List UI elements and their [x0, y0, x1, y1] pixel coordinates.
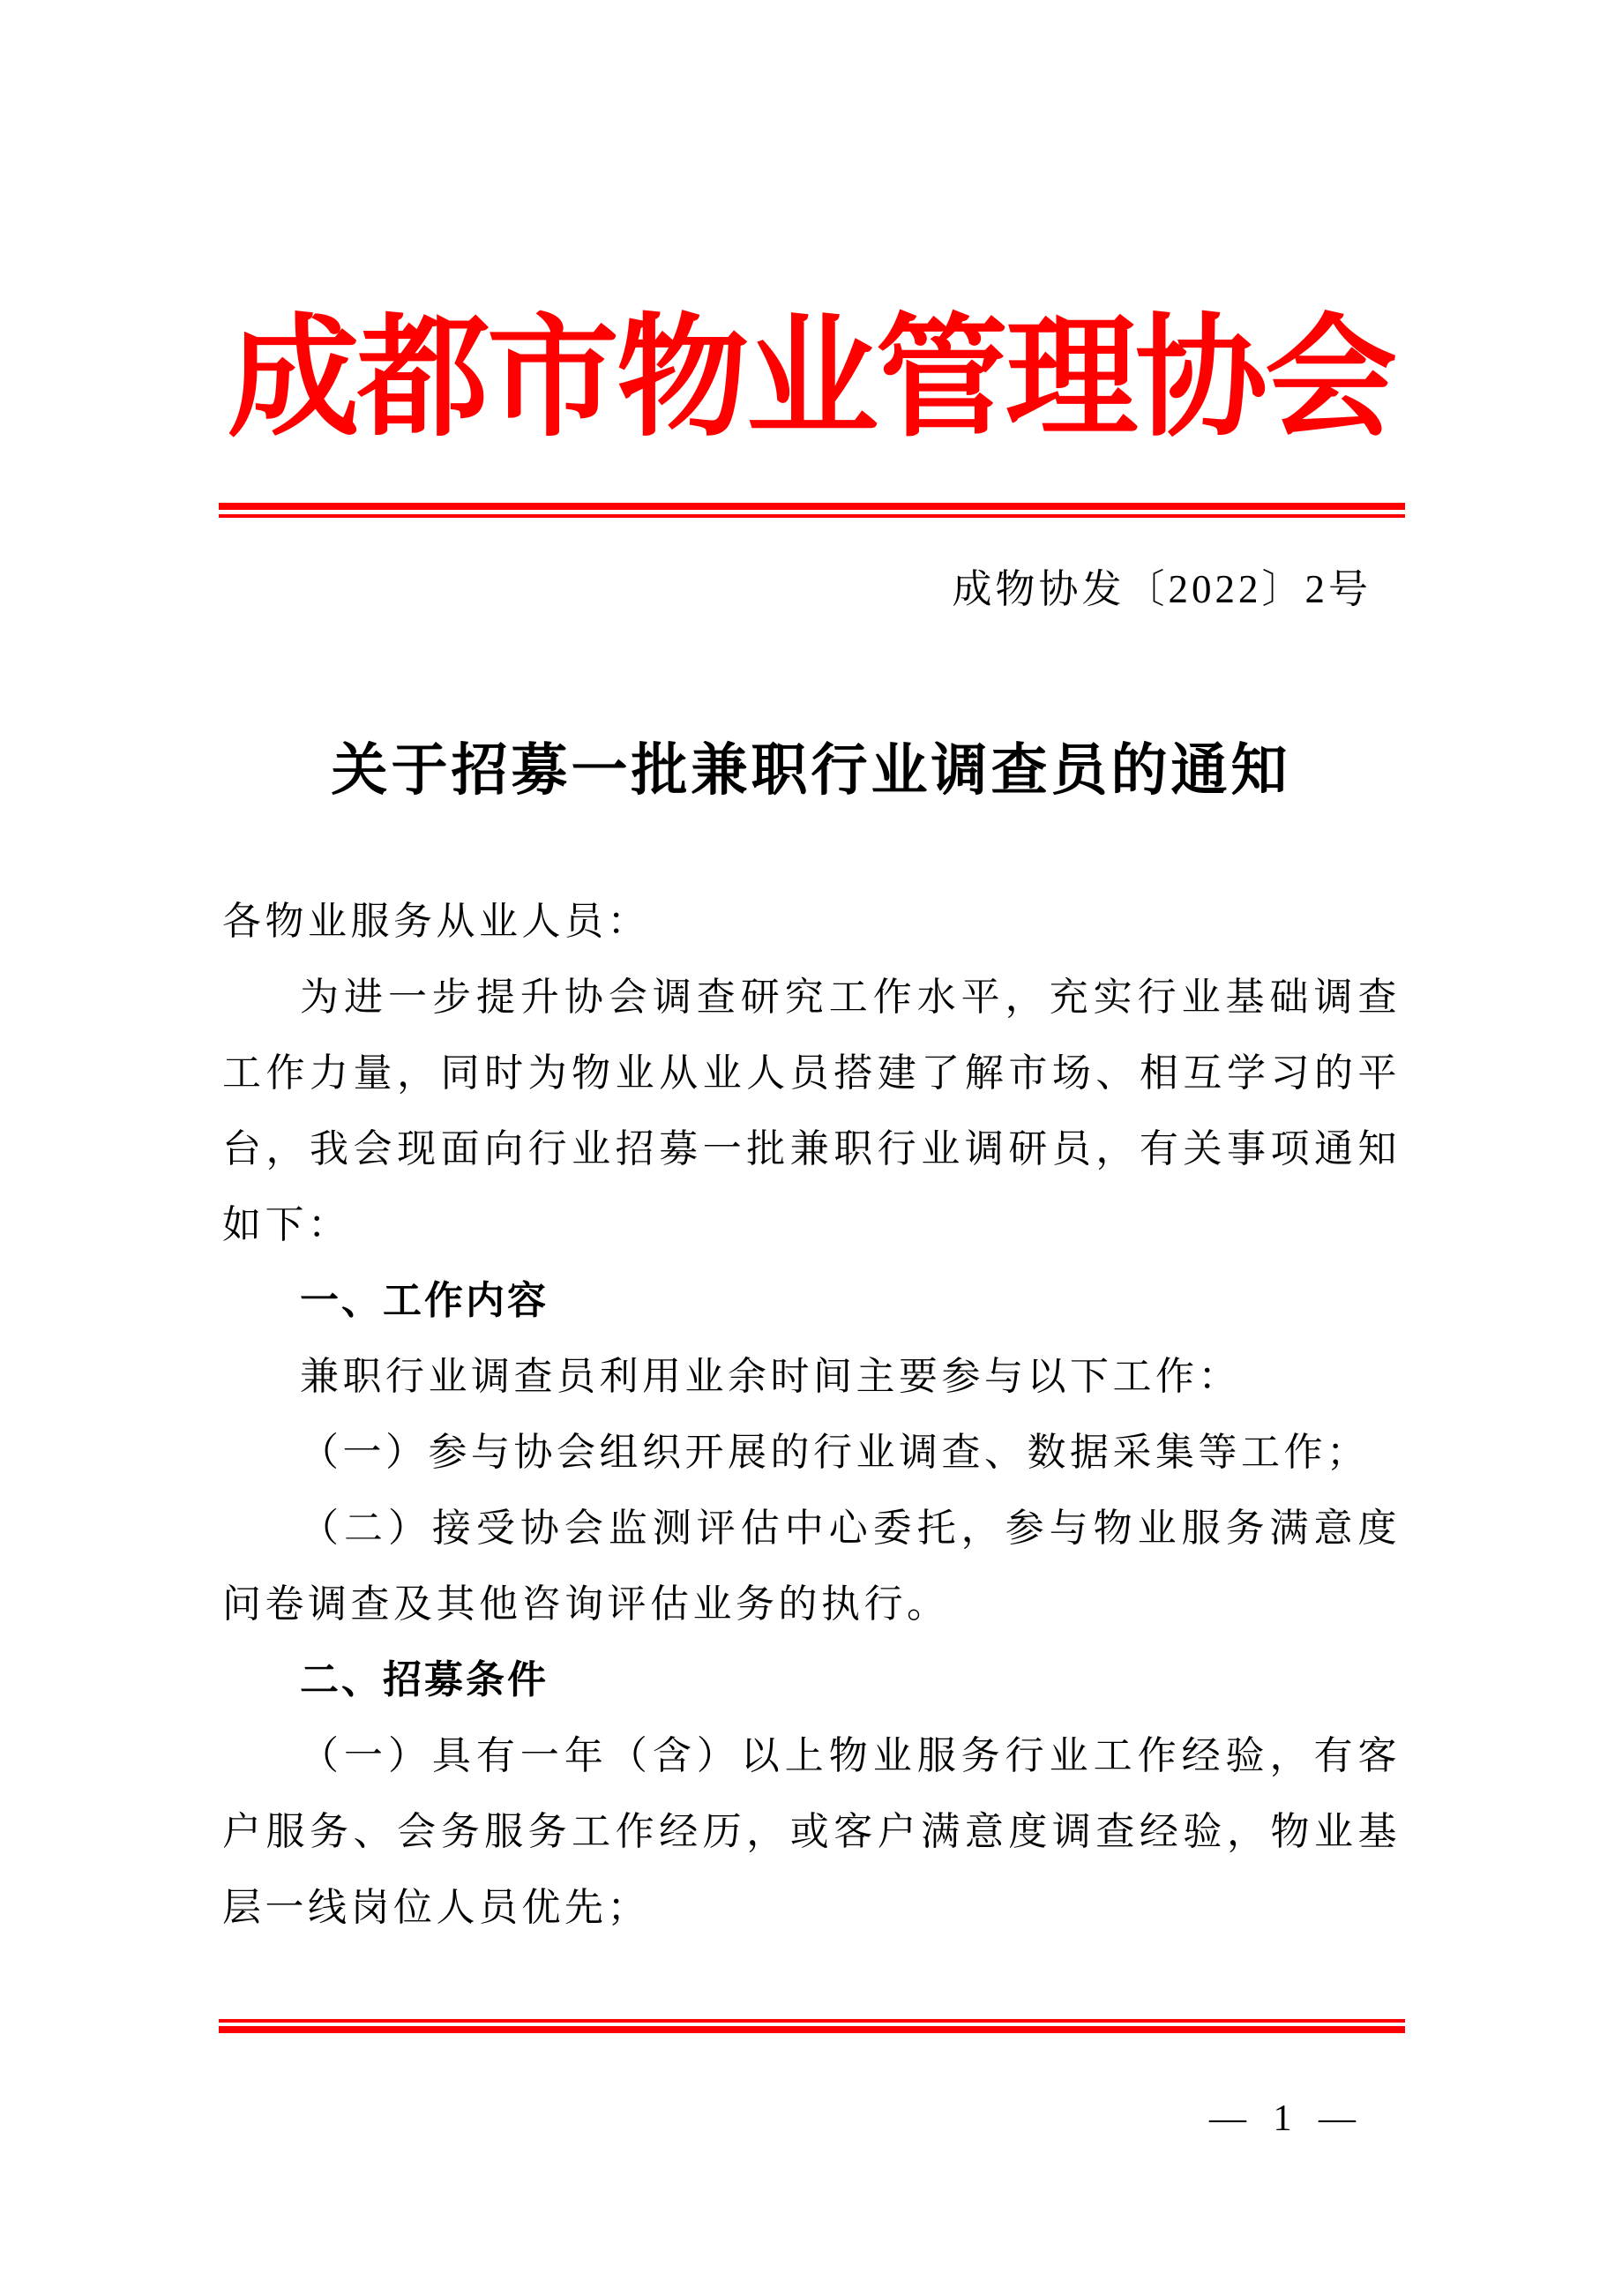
salutation-line: 各物业服务从业人员： [222, 900, 650, 943]
header-divider-thin-line [219, 514, 1405, 518]
footer-divider-thick-line [219, 2026, 1405, 2033]
doc-number: 成物协发〔2022〕2号 [952, 567, 1372, 611]
body-paragraph: （二）接受协会监测评估中心委托，参与物业服务满意度问卷调查及其他咨询评估业务的执行。 [222, 1507, 1401, 1626]
org-title: 成都市物业管理协会 [227, 306, 1394, 452]
body-paragraph: （一）具有一年（含）以上物业服务行业工作经验，有客户服务、会务服务工作经历，或客户满意度调查经验，物业基层一线岗位人员优先； [222, 1734, 1401, 1929]
section-heading: 一、工作内容 [300, 1279, 549, 1322]
section-heading: 二、招募条件 [300, 1658, 549, 1701]
document-body [222, 884, 1401, 1946]
header-divider [219, 503, 1405, 518]
doc-title: 关于招募一批兼职行业调查员的通知 [331, 739, 1291, 802]
body-paragraph: （一）参与协会组织开展的行业调查、数据采集等工作； [300, 1431, 1370, 1474]
header-divider-thick-line [219, 503, 1405, 510]
footer-divider [219, 2019, 1405, 2033]
body-paragraph: 为进一步提升协会调查研究工作水平，充实行业基础调查工作力量，同时为物业从业人员搭建了解市场、相互学习的平台，我会现面向行业招募一批兼职行业调研员，有关事项通知如下： [222, 976, 1401, 1246]
body-paragraph: 兼职行业调查员利用业余时间主要参与以下工作： [300, 1355, 1241, 1398]
page-number: — 1 — [1209, 2098, 1364, 2139]
